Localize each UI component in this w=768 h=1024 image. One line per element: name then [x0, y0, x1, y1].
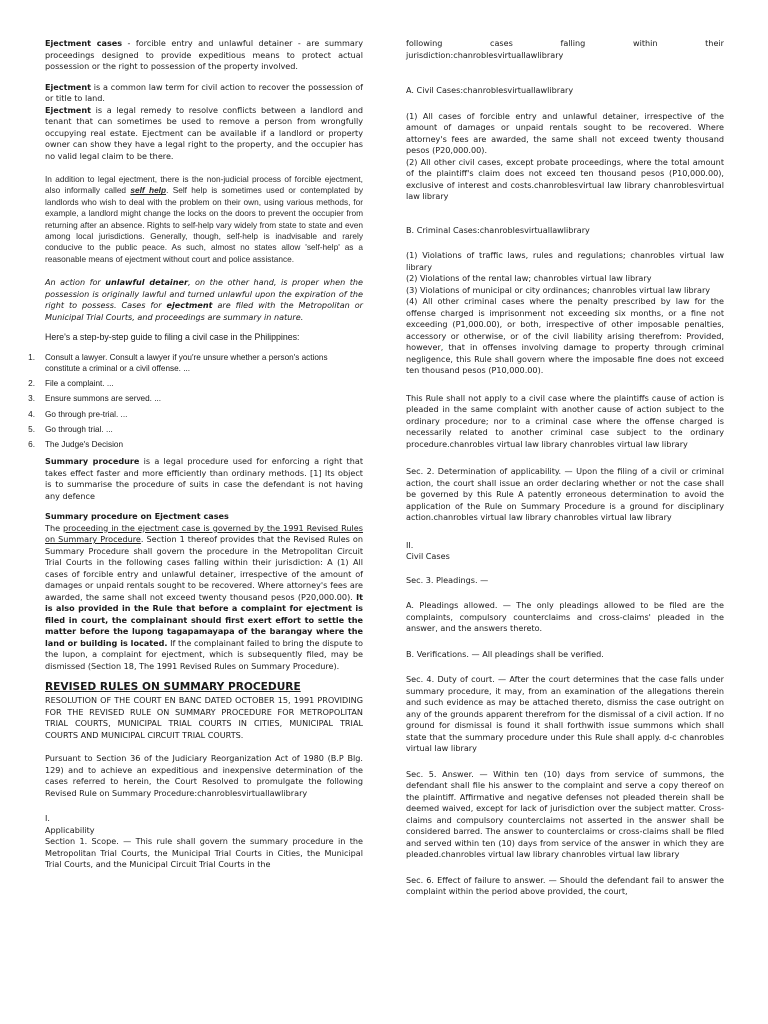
step-text: Go through pre-trial. ...: [45, 409, 128, 419]
criminal-case-4: (4) All other criminal cases where the penalty prescribed by law for the offense charged is imprisonment not exceeding six months, or a fine not exceeding (P1,000.00), or both, irrespective of other imposable penalties, accessory or otherwise, or of the civil liability arising therefrom: Provided, however, that in offenses involving damage to property through criminal negligence, this Rule shall govern where the imposable fine does not exceed ten thousand pesos (P10,000.00).: [406, 296, 724, 375]
criminal-case-3: (3) Violations of municipal or city ordinances; chanrobles virtual law library: [406, 284, 711, 295]
unlawful-detainer-paragraph: [45, 277, 363, 323]
section-3-pleadings: Sec. 3. Pleadings. —: [406, 574, 489, 585]
paragraph-text: In addition to legal ejectment, there is the non-judicial process of forcible ejectment, also informally called: [45, 174, 363, 196]
section-roman-numeral: I.: [45, 813, 50, 824]
step-number: 1.: [28, 352, 35, 362]
ejectment-common-law: [45, 82, 363, 105]
term-self-help: self help: [130, 185, 167, 196]
section-6-failure-to-answer: Sec. 6. Effect of failure to answer. — Should the defendant fail to answer the complaint within the period above provided, the court,: [406, 874, 724, 896]
paragraph-text: . Self help is sometimes used or contemplated by landlords who wish to deal with the problem on their own, using various methods, for example, a landlord might change the locks on the doors to prevent the occupier from returning after an absence. Rights to self-help vary widely from state to state and even among local jurisdictions. Generally, though, self-help is inadvisable and rarely conducive to the public peace. As such, almost no states allow 'self-help' as a reasonable means of ejectment without court and police assistance.: [45, 185, 363, 264]
step-number: 5.: [28, 424, 35, 434]
civil-case-1: (1) All cases of forcible entry and unlawful detainer, irrespective of the amount of damages or unpaid rentals sought to be recovered. Where attorney's fees are awarded, the same shall not exceed twenty thousand pesos (P20,000.00).: [406, 110, 724, 155]
paragraph-text: , on the other hand, is proper when the possession is originally lawful and turned unlawful upon the expiration of the right to possess. Cases for: [45, 277, 364, 311]
section-2-determination: Sec. 2. Determination of applicability. — Upon the filing of a civil or criminal action, the court shall issue an order declaring whether or not the case shall be governed by this Rule A patently erroneous determination to avoid the application of the Rule on Summary Procedure is a ground for disciplinary action.chanrobles virtual law library chanrobles virtual law library: [406, 466, 724, 522]
term-unlawful-detainer: unlawful detainer: [105, 277, 188, 288]
list-item: [28, 424, 363, 435]
step-text: File a complaint. ...: [45, 379, 114, 389]
civil-cases-heading: A. Civil Cases:chanroblesvirtuallawlibrary: [406, 85, 574, 95]
revised-rules-heading: REVISED RULES ON SUMMARY PROCEDURE: [45, 681, 301, 694]
civil-case-2: (2) All other civil cases, except probate proceedings, where the total amount of the plaintiff's claim does not exceed ten thousand pesos (P10,000.00), exclusive of interest and costs.chanroblesvirtual law library chanroblesvirtual law library: [406, 156, 724, 201]
paragraph-text: is a legal remedy to resolve conflicts between a landlord and tenant that can sometimes be used to remove a person from wrongfully occupying real estate. Ejectment can be available if a landlord or property owner can show they have a legal right to the property, and the occupier has no valid legal claim to be there.: [45, 104, 363, 161]
section-4-duty-of-court: Sec. 4. Duty of court. — After the court determines that the case falls under summary procedure, it may, from an examination of the allegations therein and such evidence as may be attached thereto, dismiss the case outright on any of the grounds apparent therefrom for the dismissal of a civil action. If no ground for dismissal is found it shall forthwith issue summons which shall state that the summary procedure under this Rule shall apply. d-c chanrobles virtual law library: [406, 674, 724, 753]
term-ejectment-cases: Ejectment cases: [45, 38, 123, 48]
section-5-answer: Sec. 5. Answer. — Within ten (10) days from service of summons, the defendant shall file his answer to the complaint and serve a copy thereof on the plaintiff. Affirmative and negative defenses not pleaded therein shall be deemed waived, except for lack of jurisdiction over the subject matter. Cross-claims and compulsory counterclaims not asserted in the answer shall be considered barred. The answer to counterclaims or cross-claims shall be filed and served within ten (10) days from service of the answer in which they are pleaded.chanrobles virtual law library chanrobles virtual law library: [406, 768, 724, 859]
applicability-heading: Applicability: [45, 824, 95, 835]
step-text: Consult a lawyer. Consult a lawyer if you're unsure whether a person's actions constitute a criminal or a civil offense. ...: [45, 352, 328, 373]
pursuant-paragraph: Pursuant to Section 36 of the Judiciary Reorganization Act of 1980 (B.P Blg. 129) and to achieve an expeditious and inexpensive determination of the cases referred to herein, the Court Resolved to promulgate the following Revised Rule on Summary Procedure:chanroblesvirtuallawlibrary: [45, 753, 363, 798]
left-column: [28, 38, 364, 880]
self-help-paragraph: [45, 174, 363, 265]
step-text: Ensure summons are served. ...: [45, 394, 162, 404]
term-ejectment: Ejectment: [45, 81, 92, 92]
guide-intro: Here's a step-by-step guide to filing a civil case in the Philippines:: [45, 332, 300, 343]
criminal-case-1: (1) Violations of traffic laws, rules and regulations; chanrobles virtual law library: [406, 250, 724, 272]
right-column: [406, 38, 724, 907]
list-item: [28, 352, 363, 374]
civil-cases-subheading: Civil Cases: [406, 551, 450, 561]
step-number: 3.: [28, 394, 35, 404]
resolution-text: RESOLUTION OF THE COURT EN BANC DATED OCTOBER 15, 1991 PROVIDING FOR THE REVISED RULE ON SUMMARY PROCEDURE FOR METROPOLITAN TRIAL COURTS, MUNICIPAL TRIAL COURTS IN CITIES, MUNICIPAL TRIAL COURTS AND MUNICIPAL CIRCUIT TRIAL COURTS.: [45, 695, 363, 740]
section-heading: Summary procedure on Ejectment cases: [45, 511, 229, 522]
ejectment-cases-definition: [45, 38, 363, 73]
paragraph-text: . Section 1 thereof provides that the Revised Rules on Summary Procedure shall govern the procedure in the Metropolitan Circuit Trial Courts in the following cases falling within their jurisdiction: A (1) All cases of forcible entry and unlawful detainer, irrespective of the amount of damages or unpaid rentals sought to be recovered. Where attorney's fees are awarded, the same shall not exceed twenty thousand pesos (P20,000.00).: [45, 534, 363, 602]
criminal-cases-heading: B. Criminal Cases:chanroblesvirtuallawlibrary: [406, 224, 590, 235]
continued-text: jurisdiction:chanroblesvirtuallawlibrary: [406, 49, 564, 60]
paragraph-text: is a common law term for civil action to recover the possession of or title to land.: [45, 81, 363, 103]
step-number: 4.: [28, 409, 35, 419]
term-ejectment: ejectment: [166, 300, 213, 311]
step-text: Go through trial. ...: [45, 424, 113, 434]
term-summary-procedure: Summary procedure: [45, 456, 140, 467]
list-item: [28, 409, 363, 420]
term-ejectment: Ejectment: [45, 104, 92, 115]
paragraph-text: An action for: [45, 277, 106, 288]
steps-list: [28, 352, 363, 450]
paragraph-text: The: [45, 522, 63, 533]
linked-text: proceeding in the ejectment case is governed by the 1991 Revised Rules on Summary Procedure: [45, 522, 363, 545]
paragraph-text: are filed with the Metropolitan or Municipal Trial Courts, and proceedings are summary in nature.: [45, 300, 363, 322]
bold-text: It is also provided in the Rule that before a complaint for ejectment is filed in court, the complainant should first exert effort to settle the matter before the lupong tagapamayapa of the barangay where the land or building is located.: [45, 591, 363, 648]
continued-text: following cases falling within their: [406, 38, 724, 48]
step-number: 6.: [28, 439, 35, 449]
paragraph-text: - forcible entry and unlawful detainer - are summary proceedings designed to provide expeditious means to protect actual possession or the right to possession of the property involved.: [45, 38, 363, 71]
section-roman-numeral: II.: [406, 539, 414, 550]
paragraph-text: If the complainant failed to bring the dispute to the lupon, a complaint for ejectment, which is subsequently filed, may be dismissed (Section 18, The 1991 Revised Rules on Summary Procedure).: [45, 637, 363, 671]
verifications: B. Verifications. — All pleadings shall be verified.: [406, 648, 604, 659]
section-1-scope: Section 1. Scope. — This rule shall govern the summary procedure in the Metropolitan Trial Courts, the Municipal Trial Courts in Cities, the Municipal Trial Courts, and the Municipal Circuit Trial Courts in the: [45, 836, 363, 870]
step-number: 2.: [28, 379, 35, 389]
summary-procedure-definition: [45, 456, 363, 502]
summary-ejectment-paragraph: [45, 523, 363, 673]
criminal-case-2: (2) Violations of the rental law; chanrobles virtual law library: [406, 273, 652, 283]
ejectment-legal-remedy: [45, 105, 363, 163]
rule-not-apply-paragraph: This Rule shall not apply to a civil case where the plaintiffs cause of action is pleaded in the same complaint with another cause of action subject to the ordinary procedure; nor to a criminal case where the offense charged is necessarily related to another criminal case subject to the ordinary procedure.chanrobles virtual law library chanrobles virtual law library: [406, 392, 724, 449]
paragraph-text: is a legal procedure used for enforcing a right that takes effect faster and more efficiently than ordinary methods. [1] Its object is to summarise the procedure of suits in case the defendant is not having any defence: [45, 456, 363, 501]
step-text: The Judge's Decision: [45, 439, 124, 449]
list-item: [28, 439, 363, 450]
list-item: [28, 378, 363, 389]
list-item: [28, 393, 363, 404]
pleadings-allowed: A. Pleadings allowed. — The only pleadings allowed to be filed are the complaints, compulsory counterclaims and cross-claims' pleaded in the answer, and the answers thereto.: [406, 600, 724, 633]
